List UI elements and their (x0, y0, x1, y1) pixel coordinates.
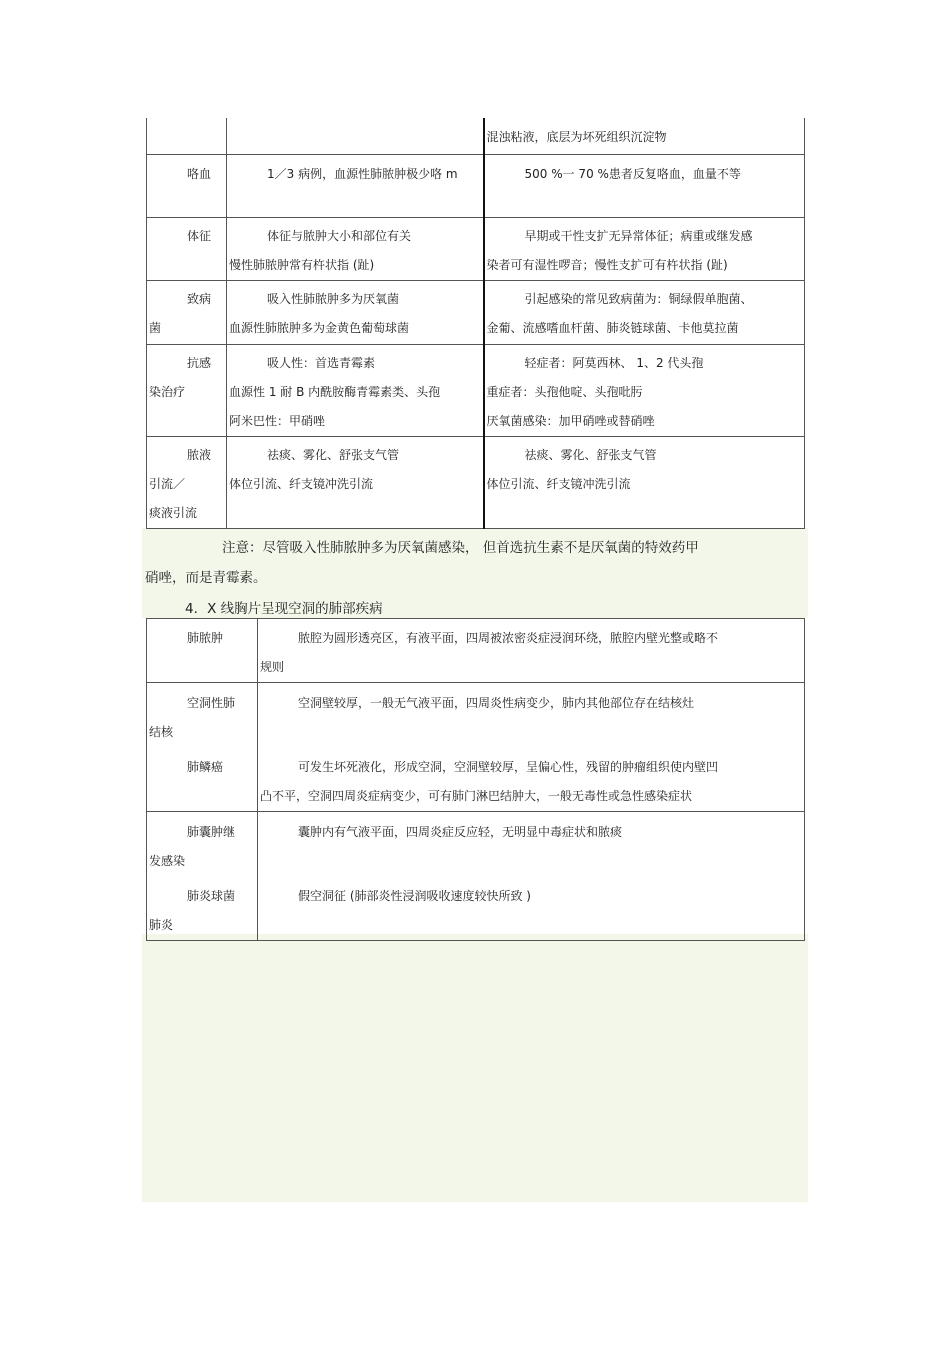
table-row (147, 154, 805, 217)
row-label: 致病 (187, 291, 212, 306)
cell-text: 吸入性肺脓肿多为厌氧菌 (267, 291, 400, 306)
cell-text: 1／3 病例，血源性肺脓肿极少咯 m (267, 166, 458, 181)
row-label: 发感染 (149, 854, 186, 868)
cell-text: 血源性肺脓肿多为金黄色葡萄球菌 (229, 320, 410, 335)
row-label: 痰液引流 (149, 505, 198, 520)
row-label: 染治疗 (149, 384, 186, 399)
row-label: 引流／ (149, 476, 186, 491)
cell-text: 染者可有湿性啰音；慢性支扩可有杵状指 (趾) (486, 257, 728, 272)
cell-text: 金葡、流感嗜血杆菌、肺炎链球菌、卡他莫拉菌 (486, 320, 739, 335)
cell-text (258, 718, 804, 747)
cell-text: 轻症者：阿莫西林、 1、2 代头孢 (524, 355, 704, 370)
table-row (147, 217, 805, 280)
cell-text: 重症者：头孢他啶、头孢吡肟 (486, 384, 643, 399)
row-label: 抗感 (187, 355, 212, 370)
table-row (147, 280, 805, 344)
cell-text: 体征与脓肿大小和部位有关 (267, 228, 412, 243)
row-label: 肺脓肿 (187, 631, 224, 645)
table-row (147, 812, 805, 941)
cell-text: 囊肿内有气液平面，四周炎症反应轻，无明显中毒症状和脓痰 (298, 825, 623, 839)
comparison-table (146, 118, 805, 529)
cell-text: 早期或干性支扩无异常体征；病重或继发感 (524, 228, 753, 243)
cell-text: 祛痰、雾化、舒张支气管 (524, 447, 657, 462)
note-line-2: 硝唑，而是青霉素。 (145, 570, 267, 586)
cell-text: 凸不平，空洞四周炎症病变少，可有肺门淋巴结肿大，一般无毒性或急性感染症状 (260, 789, 693, 803)
cell-text (258, 911, 804, 940)
cell-text: 祛痰、雾化、舒张支气管 (267, 447, 400, 462)
cell-text: 脓腔为圆形透亮区，有液平面，四周被浓密炎症浸润环绕，脓腔内壁光整或略不 (298, 631, 719, 645)
note-line-1: 注意：尽管吸入性肺脓肿多为厌氧菌感染， 但首选抗生素不是厌氧菌的特效药甲 (222, 540, 699, 556)
cell-text: 引起感染的常见致病菌为：铜绿假单胞菌、 (524, 291, 753, 306)
table-row (147, 619, 805, 683)
cell-text: 空洞壁较厚，一般无气液平面，四周炎性病变少，肺内其他部位存在结核灶 (298, 696, 695, 710)
row-label: 咯血 (187, 166, 212, 181)
cell-text: 混浊粘液，底层为坏死组织沉淀物 (486, 130, 667, 144)
table-row (147, 683, 805, 812)
cell-text: 可发生坏死液化，形成空洞，空洞壁较厚，呈偏心性，残留的肿瘤组织使内壁凹 (298, 760, 719, 774)
cell-text: 慢性肺脓肿常有杵状指 (趾) (229, 257, 375, 272)
cell-text: 规则 (260, 660, 285, 674)
row-label: 肺炎球菌 (187, 889, 236, 903)
row-label: 肺鳞癌 (187, 760, 224, 774)
table-row (147, 118, 805, 154)
cell-text: 厌氧菌感染：加甲硝唑或替硝唑 (486, 413, 655, 428)
cell-text: 500 %一 70 %患者反复咯血，血量不等 (524, 166, 741, 181)
row-label: 菌 (149, 320, 162, 335)
page-background-block (142, 934, 808, 1202)
row-label: 肺炎 (149, 918, 174, 932)
cell-text: 阿米巴性：甲硝唑 (229, 413, 326, 428)
cell-text: 假空洞征 (肺部炎性浸润吸收速度较快所致 ) (298, 889, 531, 903)
row-label: 结核 (149, 725, 174, 739)
cell-text: 体位引流、纤支镜冲洗引流 (486, 476, 631, 491)
row-label: 脓液 (187, 447, 212, 462)
section-title: 4．X 线胸片呈现空洞的肺部疾病 (185, 601, 383, 617)
cell-text: 体位引流、纤支镜冲洗引流 (229, 476, 374, 491)
cell-text: 吸人性：首选青霉素 (267, 355, 376, 370)
cavity-disease-table (146, 618, 805, 941)
cell-text: 血源性 1 耐 B 内酰胺酶青霉素类、头孢 (229, 384, 441, 399)
cell-text (258, 847, 804, 876)
row-label: 体征 (187, 228, 212, 243)
row-label: 肺囊肿继 (187, 825, 236, 839)
table-row (147, 344, 805, 436)
table-row (147, 436, 805, 528)
row-label: 空洞性肺 (187, 696, 236, 710)
